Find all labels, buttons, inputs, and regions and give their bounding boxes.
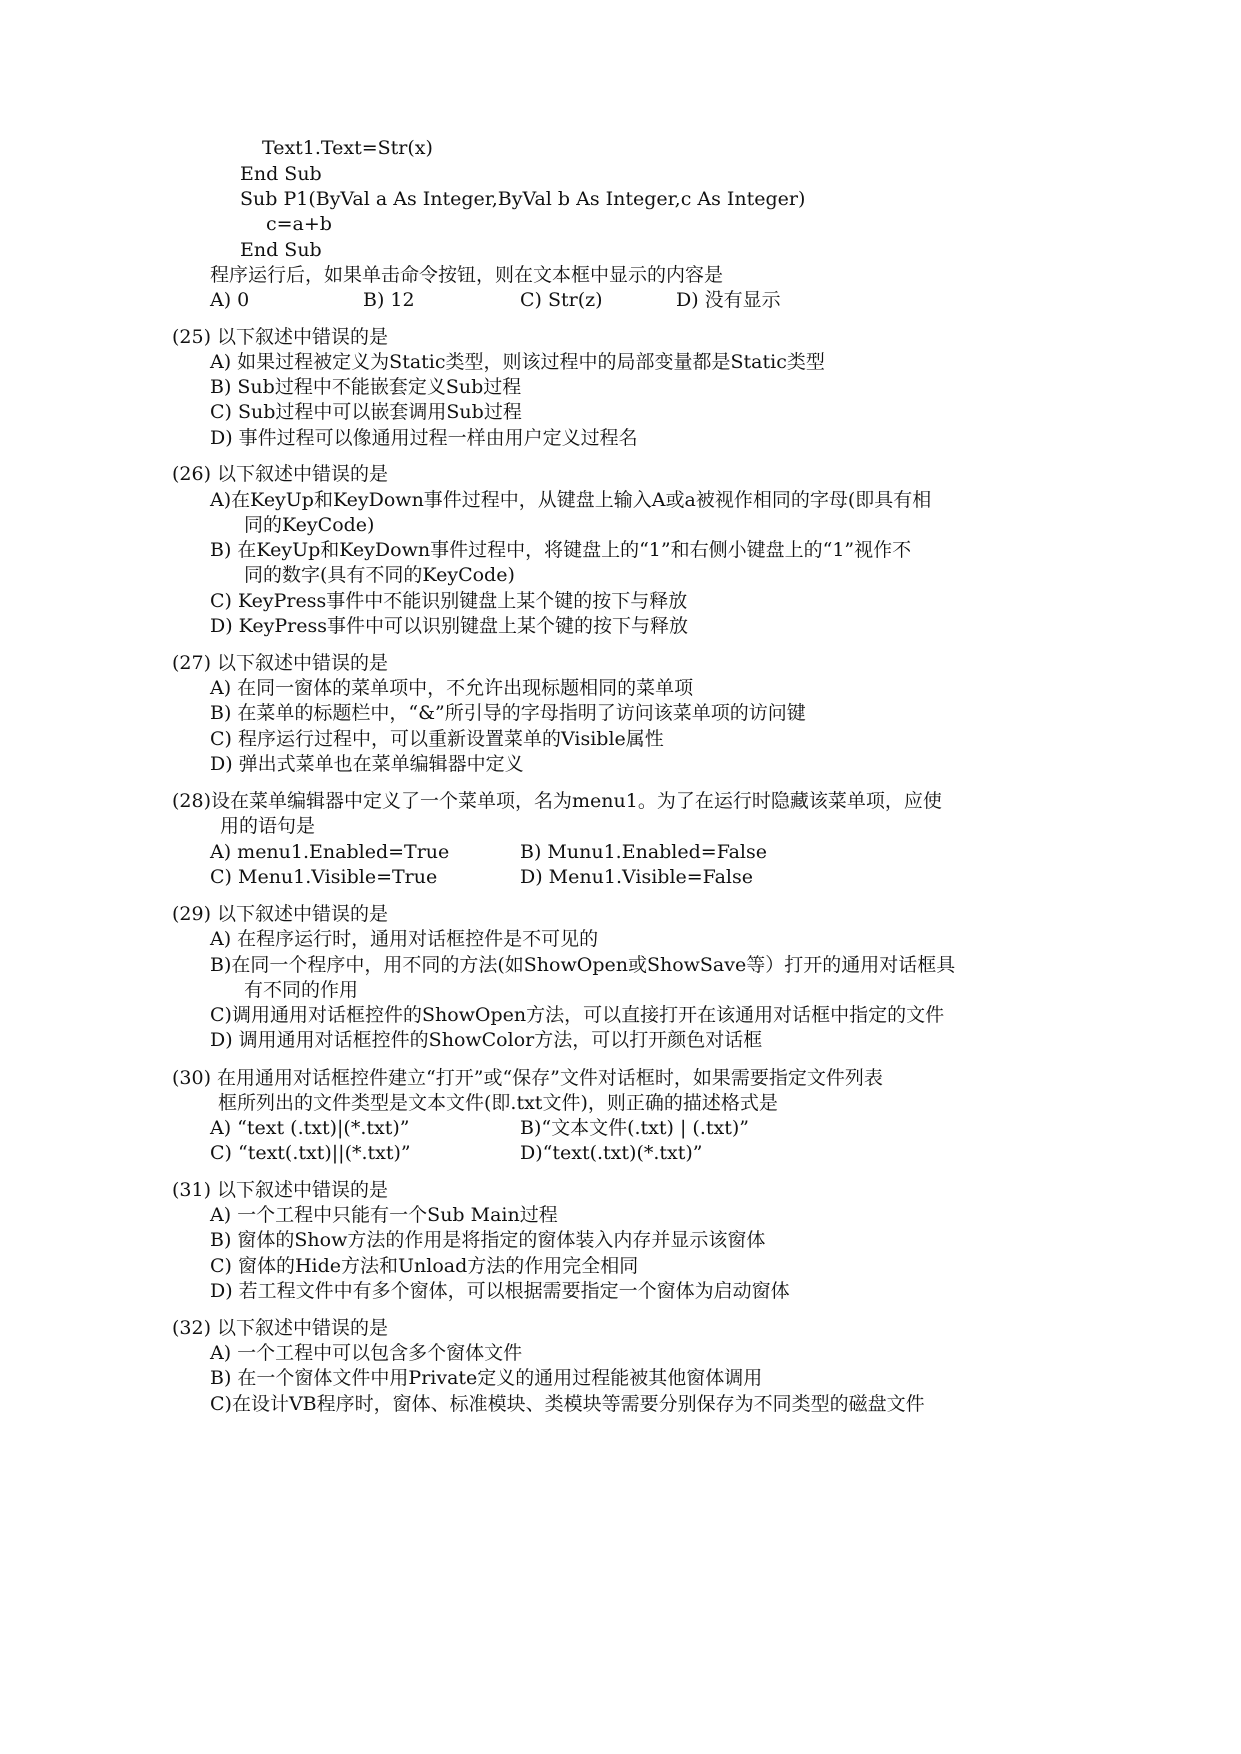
- option-continuation: 同的KeyCode): [244, 514, 375, 536]
- question-stem: 程序运行后，如果单击命令按钮，则在文本框中显示的内容是: [210, 264, 724, 286]
- option: C)调用通用对话框控件的ShowOpen方法，可以直接打开在该通用对话框中指定的文件: [210, 1004, 945, 1026]
- option: D) 事件过程可以像通用过程一样由用户定义过程名: [210, 427, 638, 449]
- question-stem: (27) 以下叙述中错误的是: [172, 652, 389, 674]
- option: D) Menu1.Visible=False: [520, 866, 753, 888]
- question-stem: (25) 以下叙述中错误的是: [172, 326, 389, 348]
- code-line: End Sub: [240, 163, 322, 185]
- option: C) Str(z): [520, 289, 603, 311]
- code-line: Text1.Text=Str(x): [262, 137, 433, 159]
- option: C) Sub过程中可以嵌套调用Sub过程: [210, 401, 522, 423]
- option: D)“text(.txt)(*.txt)”: [520, 1142, 703, 1164]
- option: D) KeyPress事件中可以识别键盘上某个键的按下与释放: [210, 615, 688, 637]
- question-stem-continuation: 用的语句是: [220, 815, 316, 837]
- question-stem: (30) 在用通用对话框控件建立“打开”或“保存”文件对话框时，如果需要指定文件列表: [172, 1067, 883, 1089]
- question-stem: (26) 以下叙述中错误的是: [172, 463, 389, 485]
- option: C) KeyPress事件中不能识别键盘上某个键的按下与释放: [210, 590, 688, 612]
- option: B) 在菜单的标题栏中，“&”所引导的字母指明了访问该菜单项的访问键: [210, 702, 806, 724]
- option: C)在设计VB程序时，窗体、标准模块、类模块等需要分别保存为不同类型的磁盘文件: [210, 1393, 925, 1415]
- question-stem: (28)设在菜单编辑器中定义了一个菜单项，名为menu1。为了在运行时隐藏该菜单项，应使: [172, 790, 942, 812]
- question-stem-continuation: 框所列出的文件类型是文本文件(即.txt文件)，则正确的描述格式是: [218, 1092, 778, 1114]
- option: B) 窗体的Show方法的作用是将指定的窗体装入内存并显示该窗体: [210, 1229, 766, 1251]
- option: B) 在一个窗体文件中用Private定义的通用过程能被其他窗体调用: [210, 1367, 763, 1389]
- option: B) 12: [363, 289, 415, 311]
- option: D) 弹出式菜单也在菜单编辑器中定义: [210, 753, 524, 775]
- question-stem: (29) 以下叙述中错误的是: [172, 903, 389, 925]
- option: D) 调用通用对话框控件的ShowColor方法，可以打开颜色对话框: [210, 1029, 763, 1051]
- option: B) Sub过程中不能嵌套定义Sub过程: [210, 376, 522, 398]
- option: C) “text(.txt)||(*.txt)”: [210, 1142, 411, 1164]
- option: D) 没有显示: [676, 289, 781, 311]
- option: B) 在KeyUp和KeyDown事件过程中，将键盘上的“1”和右侧小键盘上的“1”视作不: [210, 539, 912, 561]
- option: A) 在程序运行时，通用对话框控件是不可见的: [210, 928, 599, 950]
- option-continuation: 同的数字(具有不同的KeyCode): [244, 564, 515, 586]
- option-continuation: 有不同的作用: [244, 979, 359, 1001]
- question-stem: (31) 以下叙述中错误的是: [172, 1179, 389, 1201]
- option: A)在KeyUp和KeyDown事件过程中，从键盘上输入A或a被视作相同的字母(即具有相: [210, 489, 932, 511]
- option: A) menu1.Enabled=True: [210, 841, 450, 863]
- option: A) 一个工程中可以包含多个窗体文件: [210, 1342, 523, 1364]
- option: C) 程序运行过程中，可以重新设置菜单的Visible属性: [210, 728, 664, 750]
- option: B) Munu1.Enabled=False: [520, 841, 767, 863]
- option: A) “text (.txt)|(*.txt)”: [210, 1117, 410, 1139]
- option: A) 0: [210, 289, 250, 311]
- option: D) 若工程文件中有多个窗体，可以根据需要指定一个窗体为启动窗体: [210, 1280, 790, 1302]
- code-line: c=a+b: [266, 213, 332, 235]
- code-line: Sub P1(ByVal a As Integer,ByVal b As Integer,c As Integer): [240, 188, 806, 210]
- code-line: End Sub: [240, 239, 322, 261]
- option: B)“文本文件(.txt) | (.txt)”: [520, 1117, 749, 1139]
- option: C) 窗体的Hide方法和Unload方法的作用完全相同: [210, 1255, 639, 1277]
- option: A) 一个工程中只能有一个Sub Main过程: [210, 1204, 558, 1226]
- option: A) 在同一窗体的菜单项中，不允许出现标题相同的菜单项: [210, 677, 694, 699]
- option: A) 如果过程被定义为Static类型，则该过程中的局部变量都是Static类型: [210, 351, 825, 373]
- option: C) Menu1.Visible=True: [210, 866, 438, 888]
- option: B)在同一个程序中，用不同的方法(如ShowOpen或ShowSave等）打开的通用对话框具: [210, 954, 956, 976]
- question-stem: (32) 以下叙述中错误的是: [172, 1317, 389, 1339]
